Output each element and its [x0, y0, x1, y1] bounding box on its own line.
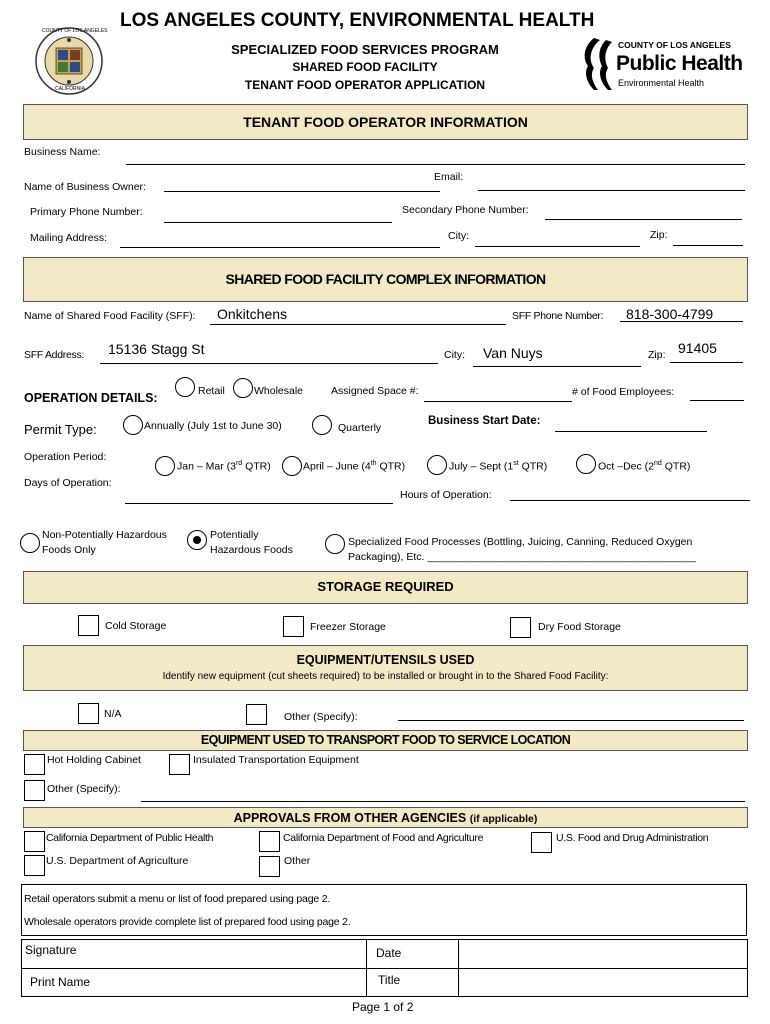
- owner-label: Name of Business Owner:: [24, 181, 146, 193]
- logo-county: COUNTY OF LOS ANGELES: [618, 40, 731, 50]
- retail-label: Retail: [198, 385, 225, 397]
- signature-table: [21, 939, 748, 997]
- q3-radio[interactable]: [427, 455, 447, 475]
- na-label: N/A: [104, 708, 122, 720]
- usda-label: U.S. Department of Agriculture: [46, 855, 189, 867]
- logo-sub: Environmental Health: [618, 78, 705, 88]
- annually-label: Annually (July 1st to June 30): [144, 420, 282, 432]
- public-health-logo: [580, 34, 750, 94]
- mailing-input[interactable]: [120, 247, 440, 248]
- non-hazard-label-1: Non-Potentially Hazardous: [42, 529, 167, 541]
- secondary-phone-label: Secondary Phone Number:: [402, 204, 529, 216]
- freezer-storage-checkbox[interactable]: [283, 616, 304, 637]
- transport-section-header: EQUIPMENT USED TO TRANSPORT FOOD TO SERVICE LOCATION: [23, 730, 748, 751]
- fda-checkbox[interactable]: [531, 832, 552, 853]
- sff-address-input[interactable]: [100, 363, 438, 364]
- q2-radio[interactable]: [282, 456, 302, 476]
- wholesale-label: Wholesale: [254, 385, 304, 397]
- non-hazard-radio[interactable]: [20, 533, 40, 553]
- page-number: Page 1 of 2: [352, 1000, 414, 1014]
- operation-details-label: OPERATION DETAILS:: [24, 391, 158, 405]
- transport-other-input[interactable]: [141, 801, 745, 802]
- date-label: Date: [376, 946, 402, 960]
- logo-main: Public Health: [616, 52, 743, 75]
- non-hazard-label-2: Foods Only: [42, 544, 96, 556]
- quarterly-radio[interactable]: [312, 415, 332, 435]
- sff-phone-value[interactable]: 818-300-4799: [626, 306, 714, 322]
- wholesale-radio[interactable]: [233, 378, 253, 398]
- q4-label: Oct –Dec (2nd QTR): [598, 460, 691, 473]
- zip-label: Zip:: [650, 229, 668, 241]
- special-process-radio[interactable]: [325, 534, 345, 554]
- email-label: Email:: [434, 171, 464, 183]
- facility-title: SHARED FOOD FACILITY: [292, 60, 438, 74]
- q1-label: Jan – Mar (3rd QTR): [177, 460, 271, 473]
- approval-other-label: Other: [284, 855, 311, 867]
- hours-label: Hours of Operation:: [400, 489, 492, 501]
- tenant-section-header: TENANT FOOD OPERATOR INFORMATION: [23, 104, 748, 140]
- q2-label: April – June (4th QTR): [303, 460, 406, 473]
- quarterly-label: Quarterly: [338, 422, 382, 434]
- transport-other-checkbox[interactable]: [24, 780, 45, 801]
- hours-input[interactable]: [510, 500, 750, 501]
- equipment-other-label: Other (Specify):: [284, 711, 358, 723]
- business-start-input[interactable]: [555, 431, 707, 432]
- equipment-other-checkbox[interactable]: [246, 704, 267, 725]
- program-title: SPECIALIZED FOOD SERVICES PROGRAM: [231, 42, 499, 57]
- retail-note: Retail operators submit a menu or list of food prepared using page 2.: [24, 893, 331, 905]
- retail-radio[interactable]: [175, 377, 195, 397]
- sff-address-label: SFF Address:: [24, 349, 85, 361]
- employees-label: # of Food Employees:: [572, 386, 675, 398]
- business-name-input[interactable]: [126, 164, 745, 165]
- dry-storage-checkbox[interactable]: [510, 617, 531, 638]
- cdfa-label: California Department of Food and Agriculture: [283, 832, 484, 844]
- sff-phone-label: SFF Phone Number:: [512, 310, 604, 322]
- q1-radio[interactable]: [155, 456, 175, 476]
- equipment-other-input[interactable]: [398, 720, 744, 721]
- seal-text-bottom: CALIFORNIA: [55, 86, 86, 92]
- permit-type-label: Permit Type:: [24, 422, 97, 437]
- sff-zip-label: Zip:: [648, 349, 666, 361]
- sff-zip-value[interactable]: 91405: [678, 340, 717, 356]
- sff-address-value[interactable]: 15136 Stagg St: [108, 341, 205, 357]
- sff-city-input[interactable]: [473, 366, 641, 367]
- annually-radio[interactable]: [123, 415, 143, 435]
- days-label: Days of Operation:: [24, 477, 112, 489]
- sff-phone-input[interactable]: [620, 321, 743, 322]
- title-label: Title: [378, 973, 401, 987]
- cdph-label: California Department of Public Health: [46, 832, 214, 844]
- transport-other-label: Other (Specify):: [47, 783, 121, 795]
- hot-holding-checkbox[interactable]: [24, 754, 45, 775]
- mailing-label: Mailing Address:: [30, 232, 108, 244]
- city-input[interactable]: [475, 246, 640, 247]
- q4-radio[interactable]: [576, 454, 596, 474]
- email-input[interactable]: [478, 190, 745, 191]
- business-start-label: Business Start Date:: [428, 415, 541, 427]
- insulated-label: Insulated Transportation Equipment: [193, 754, 359, 766]
- usda-checkbox[interactable]: [24, 855, 45, 876]
- special-process-label-2: Packaging), Etc. ______________________________________________: [348, 551, 696, 563]
- equipment-section-header: EQUIPMENT/UTENSILS USED Identify new equipment (cut sheets required) to be installed or brought in to the Shared Food Facility:: [23, 645, 748, 691]
- dry-storage-label: Dry Food Storage: [538, 621, 621, 633]
- page-title: LOS ANGELES COUNTY, ENVIRONMENTAL HEALTH: [120, 10, 595, 31]
- date-field[interactable]: [460, 941, 746, 967]
- sff-name-label: Name of Shared Food Facility (SFF):: [24, 310, 196, 322]
- days-input[interactable]: [125, 503, 393, 504]
- sff-name-input[interactable]: [210, 324, 506, 325]
- hazard-label-1: Potentially: [210, 529, 259, 541]
- city-label: City:: [448, 230, 469, 242]
- assigned-space-input[interactable]: [424, 401, 572, 402]
- cold-storage-label: Cold Storage: [105, 620, 167, 632]
- zip-input[interactable]: [673, 245, 743, 246]
- cold-storage-checkbox[interactable]: [78, 615, 99, 636]
- approvals-section-header: APPROVALS FROM OTHER AGENCIES (if applicable): [23, 807, 748, 828]
- operation-period-label: Operation Period:: [24, 451, 107, 463]
- print-name-field[interactable]: [112, 970, 362, 996]
- fda-label: U.S. Food and Drug Administration: [556, 832, 709, 844]
- employees-input[interactable]: [690, 400, 744, 401]
- insulated-checkbox[interactable]: [169, 754, 190, 775]
- seal-text-top: COUNTY OF LOS ANGELES: [42, 28, 108, 34]
- signature-field[interactable]: [112, 941, 362, 967]
- sff-city-label: City:: [444, 349, 465, 361]
- sff-city-value[interactable]: Van Nuys: [483, 345, 543, 361]
- cdph-checkbox[interactable]: [24, 831, 45, 852]
- storage-section-header: STORAGE REQUIRED: [23, 571, 748, 604]
- na-checkbox[interactable]: [78, 703, 99, 724]
- cdfa-checkbox[interactable]: [259, 831, 280, 852]
- q3-label: July – Sept (1st QTR): [449, 460, 548, 473]
- sff-section-header: SHARED FOOD FACILITY COMPLEX INFORMATION: [23, 257, 748, 302]
- approval-other-checkbox[interactable]: [259, 856, 280, 877]
- signature-label: Signature: [25, 943, 77, 957]
- application-title: TENANT FOOD OPERATOR APPLICATION: [244, 78, 486, 92]
- faces-icon: [580, 36, 616, 92]
- print-name-label: Print Name: [30, 975, 91, 989]
- hazard-label-2: Hazardous Foods: [210, 544, 293, 556]
- sff-name-value[interactable]: Onkitchens: [217, 306, 288, 322]
- hot-holding-label: Hot Holding Cabinet: [47, 754, 141, 766]
- secondary-phone-input[interactable]: [545, 219, 742, 220]
- owner-input[interactable]: [164, 191, 440, 192]
- sff-zip-input[interactable]: [670, 362, 743, 363]
- title-field[interactable]: [460, 970, 746, 996]
- assigned-space-label: Assigned Space #:: [331, 385, 419, 397]
- freezer-storage-label: Freezer Storage: [310, 621, 386, 633]
- wholesale-note: Wholesale operators provide complete list of prepared food using page 2.: [24, 916, 351, 928]
- notes-box: [21, 884, 747, 936]
- special-process-label-1: Specialized Food Processes (Bottling, Juicing, Canning, Reduced Oxygen: [348, 536, 693, 548]
- primary-phone-input[interactable]: [164, 222, 392, 223]
- business-name-label: Business Name:: [24, 146, 101, 158]
- primary-phone-label: Primary Phone Number:: [30, 206, 143, 218]
- hazard-radio[interactable]: [187, 530, 207, 550]
